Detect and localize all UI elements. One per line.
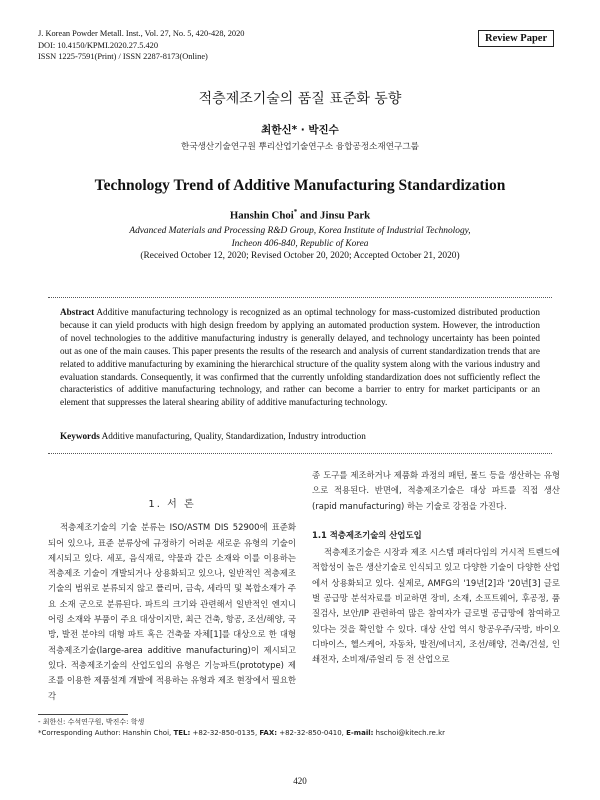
fax-label: FAX: [259, 729, 278, 737]
paper-type-badge: Review Paper [478, 30, 554, 47]
body-paragraph-3: 적층제조기술은 시장과 제조 시스템 패러다임의 거시적 트렌드에 적합성이 높은 생산기술로 인식되고 있고 다양한 기술이 다양한 산업에서 상용화되고 있다. 실제로, AMFG의 '19년[2]과 '20년[3] 글로벌 공급망 분석자료를 비교하면 장비, 소재, 소프트웨어, 후공정, 품질검사, 보안/IP 관련하여 많은 참여자가 글로벌 공급망에 참여하고 있다는 것을 확인할 수 있다. 대상 산업 역시 항공우주/국방, 바이오 디바이스, 헬스케어, 자동차, 발전/에너지, 조선/해양, 건축/건설, 인쇄전자, 소비재/쥬얼리 등 전 산업으로 [312, 547, 560, 665]
abstract [60, 306, 540, 409]
page-number: 420 [293, 776, 307, 786]
title-korean: 적층제조기술의 품질 표준화 동향 [198, 91, 402, 107]
abstract-label: Abstract [60, 307, 95, 317]
keywords-label: Keywords [60, 431, 100, 441]
authors-korean: 최한신* · 박진수 [261, 124, 339, 136]
tel-label: TEL: [173, 729, 191, 737]
subsection-heading: 1.1 적층제조기술의 산업도입 [312, 529, 422, 540]
abstract-top-rule [48, 297, 552, 298]
email-value: hschoi@kitech.re.kr [373, 729, 446, 737]
title-english: Technology Trend of Additive Manufacturing Standardization [94, 177, 506, 194]
abstract-text: Additive manufacturing technology is recognized as an optimal technology for mass-customized distributed production because it can yield products with high design freedom by applying an automated production system. However, the introduction of novel technologies to the additive manufacturing industry is generally delayed, and technology uncertainty has been pointed out as one of the main causes. This paper presents the results of the research and analysis of current standardization trends that are related to additive manufacturing by examining the hierarchical structure of the quality system along with the various industry and evaluation standards. Consequently, it was confirmed that the currently unfolding standardization does not sufficiently reflect the characteristics of additive manufacturing technology, and rather can become a barrier to entry for market participants or an element that suppresses the lateral shearing ability of additive manufacturing technology. [60, 307, 540, 408]
authors-english [0, 208, 600, 222]
issn: ISSN 1225-7591(Print) / ISSN 2287-8173(Online) [38, 52, 208, 61]
left-column [48, 497, 296, 704]
journal-citation: J. Korean Powder Metall. Inst., Vol. 27, No. 5, 420-428, 2020 [38, 29, 245, 38]
footnotes [38, 717, 445, 739]
right-column [312, 468, 560, 668]
affiliation-korean: 한국생산기술연구원 뿌리산업기술연구소 융합공정소재연구그룹 [181, 142, 419, 152]
affiliation-line-1: Advanced Materials and Processing R&D Group, Korea Institute of Industrial Technology, [129, 226, 471, 236]
keywords [60, 431, 540, 441]
body-paragraph-1: 적층제조기술의 기술 분류는 ISO/ASTM DIS 52900에 표준화 되어 있으나, 표준 분류상에 규정하기 어려운 새로운 유형의 기술이 제시되고 있다. 세포, 음식재료, 약물과 같은 소재와 이를 이용하는 적층제조 기술이 개발되거나 상용화되고 있으나, 일반적인 적층제조기술의 범위로 분류되지 않고 폴리머, 금속, 세라믹 및 복합소재가 주요 소재 군으로 분류된다. 파트의 크기와 관련해서 일반적인 엔지니어링 소재와 부품이 주요 대상이지만, 최근 건축, 항공, 조선/해양, 국방, 발전 분야의 대형 파트 혹은 건축물 자체[1]를 대상으로 한 대형 적층제조기술(large-area additive manufacturing)이 제시되고 있다. 적층제조기술의 산업도입의 유형은 기능파트(prototype) 제조를 이용한 제품설계 개발에 적용하는 유형과 제조 현장에서 필요한 각 [48, 522, 296, 701]
keywords-text: Additive manufacturing, Quality, Standardization, Industry introduction [99, 431, 366, 441]
affiliation-english [0, 225, 600, 263]
email-label: E-mail: [346, 729, 374, 737]
author-positions: - 최한신: 수석연구원, 박진수: 학생 [38, 718, 145, 726]
corr-label: *Corresponding Author: [38, 729, 121, 737]
received-dates: (Received October 12, 2020; Revised October 20, 2020; Accepted October 21, 2020) [140, 251, 460, 261]
author-rest: and Jinsu Park [297, 209, 371, 222]
corresponding-mark: * [293, 208, 298, 216]
doi: DOI: 10.4150/KPMI.2020.27.5.420 [38, 40, 159, 50]
fax-value: +82-32-850-0410, [277, 729, 347, 737]
abstract-bottom-rule [48, 453, 552, 454]
section-heading-introduction: 1. 서 론 [148, 499, 196, 510]
journal-info [38, 28, 245, 63]
footnote-rule [38, 714, 128, 715]
corresponding-author [38, 728, 445, 739]
corr-name: Hanshin Choi, [120, 729, 174, 737]
affiliation-line-2: Incheon 406-840, Republic of Korea [231, 238, 369, 249]
body-paragraph-2: 종 도구를 제조하거나 제품화 과정의 패턴, 몰드 등을 생산하는 유형으로 적용된다. 반면에, 적층제조기술은 대상 파트를 직접 생산(rapid manufacturing) 하는 기술로 강점을 가진다. [312, 470, 560, 511]
tel-value: +82-32-850-0135, [190, 729, 260, 737]
author-1: Hanshin Choi [229, 209, 294, 222]
